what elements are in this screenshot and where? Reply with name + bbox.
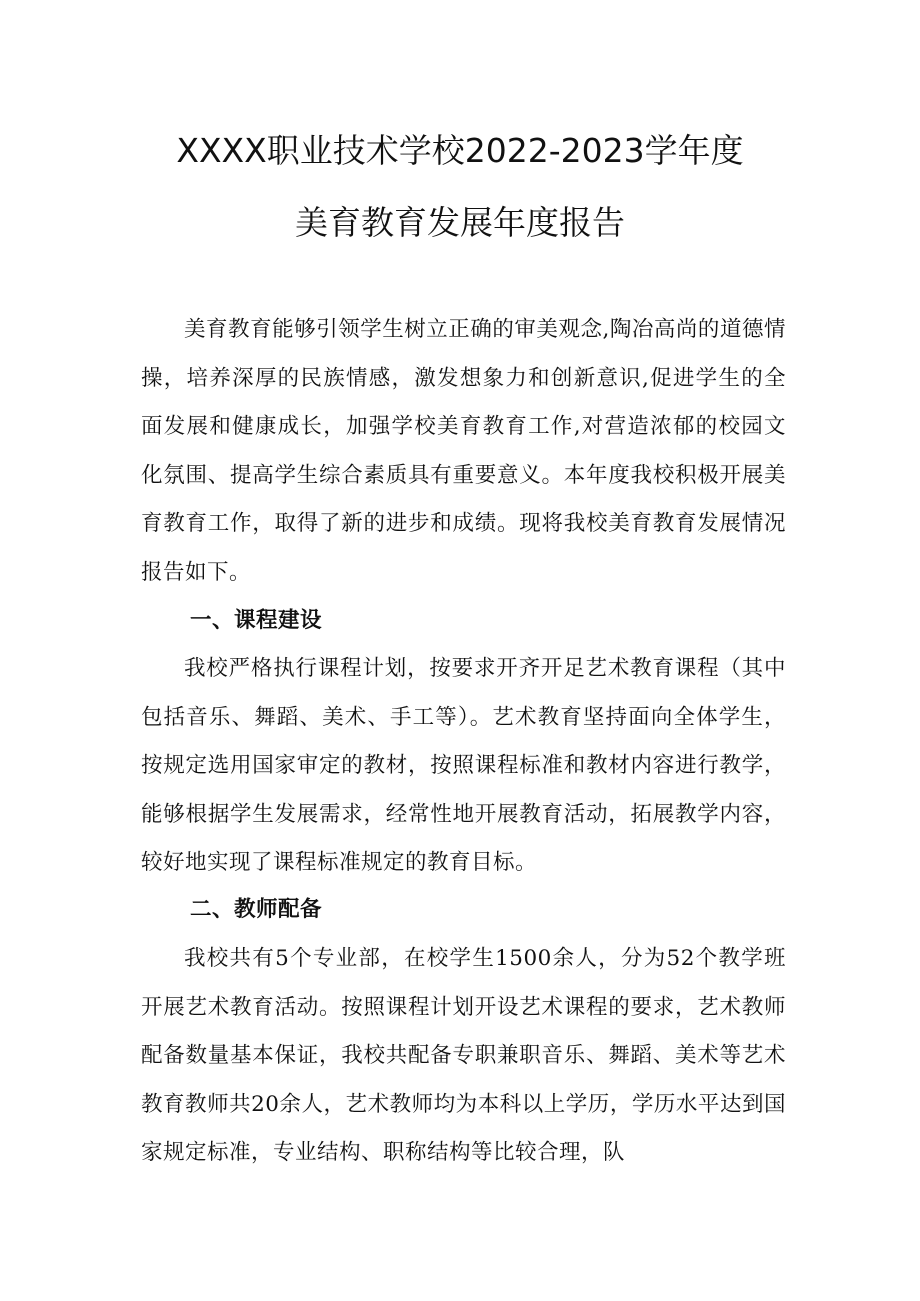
section-paragraph-teacher-staffing: 我校共有5个专业部，在校学生1500余人，分为52个教学班开展艺术教育活动。按照课程计划开设艺术课程的要求，艺术教师配备数量基本保证，我校共配备专职兼职音乐、舞蹈、美术等艺术教育教师共20余人，艺术教师均为本科以上学历，学历水平达到国家规定标准，专业结构、职称结构等比较合理，队	[141, 946, 786, 1165]
intro-paragraph: 美育教育能够引领学生树立正确的审美观念,陶冶高尚的道德情操，培养深厚的民族情感，激发想象力和创新意识,促进学生的全面发展和健康成长，加强学校美育教育工作,对营造浓郁的校园文化氛围、提高学生综合素质具有重要意义。本年度我校积极开展美育教育工作，取得了新的进步和成绩。现将我校美育教育发展情况报告如下。	[141, 317, 786, 585]
section-paragraph-course-construction: 我校严格执行课程计划，按要求开齐开足艺术教育课程（其中包括音乐、舞蹈、美术、手工等）。艺术教育坚持面向全体学生，按规定选用国家审定的教材，按照课程标准和教材内容进行教学，能够根据学生发展需求，经常性地开展教育活动，拓展教学内容，较好地实现了课程标准规定的教育目标。	[141, 656, 786, 875]
document-title-line-2: 美育教育发展年度报告	[295, 203, 625, 242]
document-title-line-1: XXXX职业技术学校2022-2023学年度	[176, 131, 744, 170]
section-heading-teacher-staffing: 二、教师配备	[190, 897, 323, 922]
section-heading-course-construction: 一、课程建设	[190, 608, 323, 633]
